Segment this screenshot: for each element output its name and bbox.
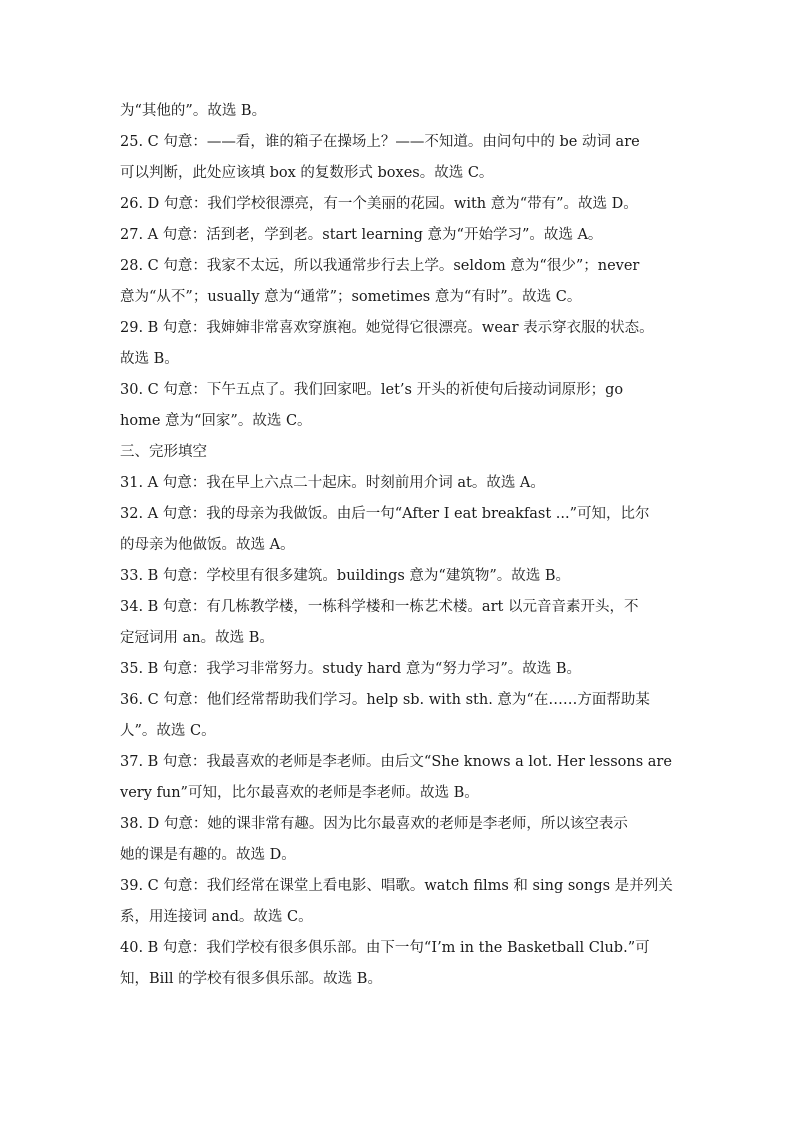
answer-36-line-1: 36. C 句意：他们经常帮助我们学习。help sb. with sth. 意为“在……方面帮助某 [120, 692, 650, 708]
answer-40-line-2: 知，Bill 的学校有很多俱乐部。故选 B。 [120, 971, 382, 987]
answer-40-line-1: 40. B 句意：我们学校有很多俱乐部。由下一句“I’m in the Basketball Club.”可 [120, 940, 650, 956]
text-line: 为“其他的”。故选 B。 [120, 103, 267, 119]
answer-37-line-2: very fun”可知，比尔最喜欢的老师是李老师。故选 B。 [120, 785, 479, 801]
answer-29-line-2: 故选 B。 [120, 351, 179, 367]
answer-29-line-1: 29. B 句意：我婶婶非常喜欢穿旗袍。她觉得它很漂亮。wear 表示穿衣服的状态。 [120, 320, 654, 336]
answer-33: 33. B 句意：学校里有很多建筑。buildings 意为“建筑物”。故选 B。 [120, 568, 571, 584]
answer-34-line-1: 34. B 句意：有几栋教学楼，一栋科学楼和一栋艺术楼。art 以元音音素开头，不 [120, 599, 639, 615]
section-heading-cloze: 三、完形填空 [120, 444, 207, 460]
answer-25-line-2: 可以判断，此处应该填 box 的复数形式 boxes。故选 C。 [120, 165, 494, 181]
answer-28-line-1: 28. C 句意：我家不太远，所以我通常步行去上学。seldom 意为“很少”；never [120, 258, 640, 274]
answer-38-line-1: 38. D 句意：她的课非常有趣。因为比尔最喜欢的老师是李老师，所以该空表示 [120, 816, 628, 832]
answer-31: 31. A 句意：我在早上六点二十起床。时刻前用介词 at。故选 A。 [120, 475, 545, 491]
answer-30-line-1: 30. C 句意：下午五点了。我们回家吧。let’s 开头的祈使句后接动词原形；go [120, 382, 624, 398]
answer-35: 35. B 句意：我学习非常努力。study hard 意为“努力学习”。故选 B。 [120, 661, 582, 677]
answer-37-line-1: 37. B 句意：我最喜欢的老师是李老师。由后文“She knows a lot. Her lessons are [120, 754, 672, 770]
answer-30-line-2: home 意为“回家”。故选 C。 [120, 413, 312, 429]
answer-34-line-2: 定冠词用 an。故选 B。 [120, 630, 274, 646]
answer-38-line-2: 她的课是有趣的。故选 D。 [120, 847, 296, 863]
answer-32-line-1: 32. A 句意：我的母亲为我做饭。由后一句“After I eat breakfast ...”可知，比尔 [120, 506, 650, 522]
answer-32-line-2: 的母亲为他做饭。故选 A。 [120, 537, 295, 553]
answer-explanations [120, 96, 676, 995]
answer-27: 27. A 句意：活到老，学到老。start learning 意为“开始学习”。故选 A。 [120, 227, 603, 243]
answer-39-line-2: 系，用连接词 and。故选 C。 [120, 909, 313, 925]
answer-28-line-2: 意为“从不”；usually 意为“通常”；sometimes 意为“有时”。故选 C。 [120, 289, 582, 305]
answer-36-line-2: 人”。故选 C。 [120, 723, 216, 739]
answer-39-line-1: 39. C 句意：我们经常在课堂上看电影、唱歌。watch films 和 sing songs 是并列关 [120, 878, 673, 894]
answer-26: 26. D 句意：我们学校很漂亮，有一个美丽的花园。with 意为“带有”。故选 D。 [120, 196, 638, 212]
answer-25-line-1: 25. C 句意：——看，谁的箱子在操场上？——不知道。由问句中的 be 动词 are [120, 134, 640, 150]
